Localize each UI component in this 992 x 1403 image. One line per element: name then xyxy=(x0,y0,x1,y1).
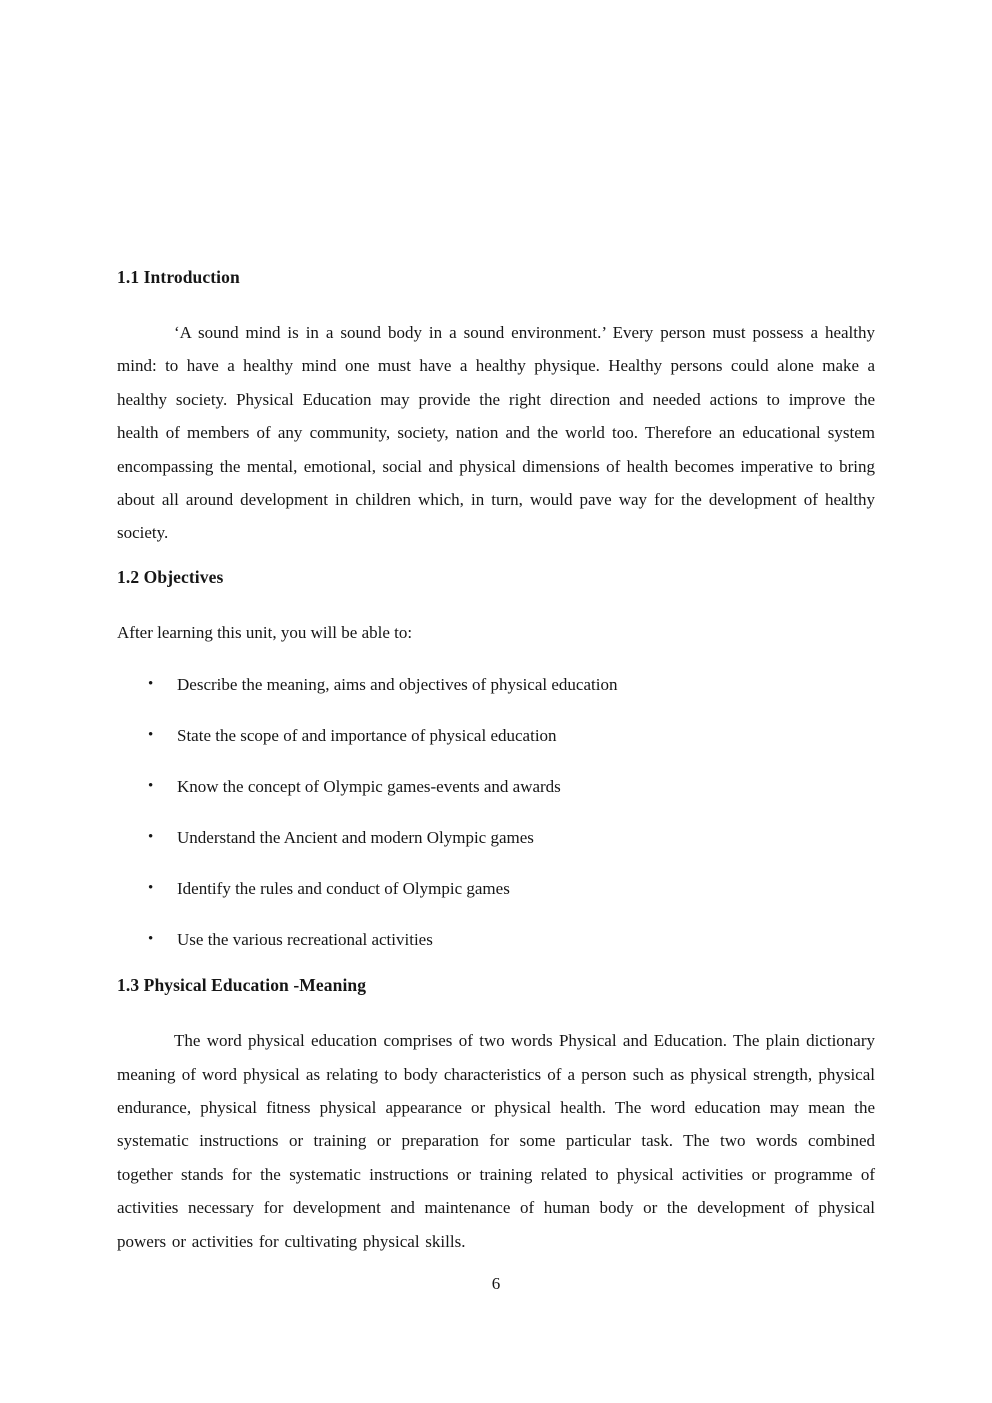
paragraph-meaning: The word physical education comprises of two words Physical and Education. The plain dictionary meaning of word physical as relating to body characteristics of a person such as physical strength, physical endurance, physical fitness physical appearance or physical health. The word education may mean the systematic instructions or training or preparation for some particular task. The two words combined together stands for the systematic instructions or training related to physical activities or programme of activities necessary for development and maintenance of human body or the development of physical powers or activities for cultivating physical skills. xyxy=(117,1031,875,1251)
objective-list-item xyxy=(117,668,875,701)
page-number: 6 xyxy=(491,1274,501,1294)
objective-text: State the scope of and importance of physical education xyxy=(177,726,557,746)
objective-text: Understand the Ancient and modern Olympic games xyxy=(177,828,534,848)
bullet-icon: • xyxy=(148,727,154,744)
objectives-intro-text: After learning this unit, you will be able to: xyxy=(117,622,413,642)
objective-list-item xyxy=(117,872,875,905)
bullet-icon: • xyxy=(148,778,154,795)
objective-text: Use the various recreational activities xyxy=(177,930,433,950)
objective-text: Identify the rules and conduct of Olympic games xyxy=(177,879,510,899)
bullet-icon: • xyxy=(148,931,154,948)
section-heading-objectives: 1.2 Objectives xyxy=(117,566,224,587)
objective-list-item xyxy=(117,719,875,752)
objectives-list xyxy=(117,668,875,956)
objective-list-item xyxy=(117,923,875,956)
section-heading-meaning: 1.3 Physical Education -Meaning xyxy=(117,975,367,996)
objective-list-item xyxy=(117,770,875,803)
objective-text: Know the concept of Olympic games-events and awards xyxy=(177,777,561,797)
paragraph-introduction: ‘A sound mind is in a sound body in a sound environment.’ Every person must possess a healthy mind: to have a healthy mind one must have a healthy physique. Healthy persons could alone make a healthy society. Physical Education may provide the right direction and needed actions to improve the health of members of any community, society, nation and the world too. Therefore an educational system encompassing the mental, emotional, social and physical dimensions of health becomes imperative to bring about all around development in children which, in turn, would pave way for the development of healthy society. xyxy=(117,323,875,543)
bullet-icon: • xyxy=(148,676,154,693)
objective-list-item xyxy=(117,821,875,854)
bullet-icon: • xyxy=(148,880,154,897)
section-heading-introduction: 1.1 Introduction xyxy=(117,267,240,287)
bullet-icon: • xyxy=(148,829,154,846)
objective-text: Describe the meaning, aims and objectives of physical education xyxy=(177,675,618,695)
